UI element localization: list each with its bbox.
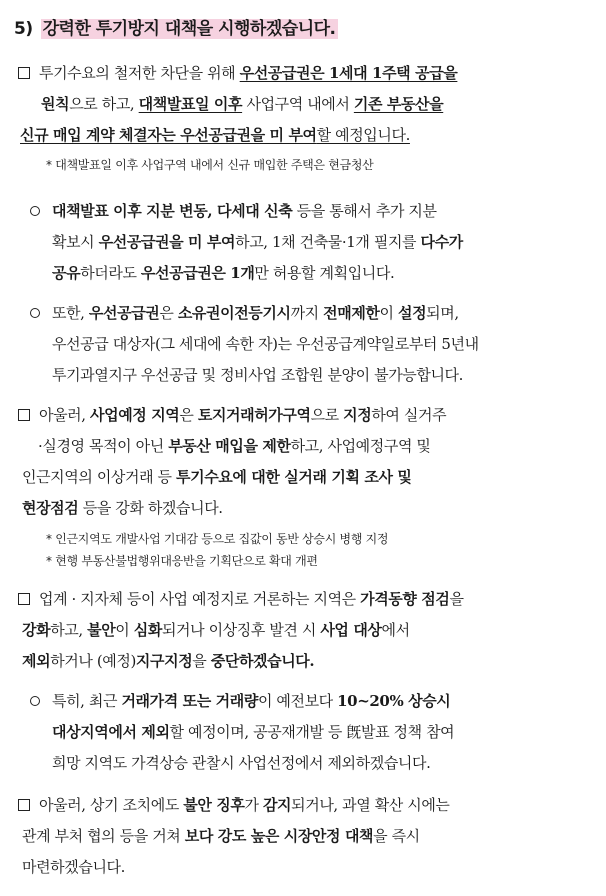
sub-paragraph-1: 대책발표 이후 지분 변동, 다세대 신축 등을 통해서 추가 지분 확보시 우선공급권을 미 부여하고, 1채 건축물·1개 필지를 다수가 공유하더라도 우선공급권은 1개만 허용할 계획입니다.: [30, 196, 463, 289]
circle-bullet-icon: [30, 696, 40, 706]
paragraph-1: 투기수요의 철저한 차단을 위해 우선공급권은 1세대 1주택 공급을 원칙으로 하고, 대책발표일 이후 사업구역 내에서 기존 부동산을 신규 매입 계약 체결자는 우선공급권을 미 부여할 예정입니다.: [20, 64, 458, 144]
circle-bullet-icon: [30, 206, 40, 216]
checkbox-bullet-icon: [18, 409, 30, 421]
sub-paragraph-3: 특히, 최근 거래가격 또는 거래량이 예전보다 10~20% 상승시 대상지역에서 제외할 예정이며, 공공재개발 등 旣발표 정책 참여 희망 지역도 가격상승 관찰시 사업선정에서 제외하겠습니다.: [30, 686, 454, 779]
checkbox-bullet-icon: [18, 799, 30, 811]
footnote: * 현행 부동산불법행위대응반을 기획단으로 확대 개편: [46, 554, 318, 568]
circle-bullet-icon: [30, 308, 40, 318]
section-number: 5): [14, 19, 33, 39]
paragraph-2: 아울러, 사업예정 지역은 토지거래허가구역으로 지정하여 실거주 ·실경영 목적이 아닌 부동산 매입을 제한하고, 사업예정구역 및 인근지역의 이상거래 등 투기수요에 대한 실거래 기획 조사 및 현장점검 등을 강화 하겠습니다.: [18, 400, 446, 524]
paragraph-4: 아울러, 상기 조치에도 불안 징후가 감지되거나, 과열 확산 시에는 관계 부처 협의 등을 거쳐 보다 강도 높은 시장안정 대책을 즉시 마련하겠습니다.: [18, 790, 450, 883]
section-heading: [14, 14, 338, 39]
footnote: * 인근지역도 개발사업 기대감 등으로 집값이 동반 상승시 병행 지정: [46, 532, 389, 546]
checkbox-bullet-icon: [18, 67, 30, 79]
footnote: * 대책발표일 이후 사업구역 내에서 신규 매입한 주택은 현금청산: [46, 158, 374, 172]
section-title: 강력한 투기방지 대책을 시행하겠습니다.: [42, 19, 336, 39]
sub-paragraph-2: 또한, 우선공급권은 소유권이전등기시까지 전매제한이 설정되며, 우선공급 대상자(그 세대에 속한 자)는 우선공급계약일로부터 5년내 투기과열지구 우선공급 및 정비사업 조합원 분양이 불가능합니다.: [30, 298, 479, 391]
paragraph-3: 업계 · 지자체 등이 사업 예정지로 거론하는 지역은 가격동향 점검을 강화하고, 불안이 심화되거나 이상징후 발견 시 사업 대상에서 제외하거나 (예정)지구지정을 중단하겠습니다.: [18, 584, 464, 677]
checkbox-bullet-icon: [18, 593, 30, 605]
